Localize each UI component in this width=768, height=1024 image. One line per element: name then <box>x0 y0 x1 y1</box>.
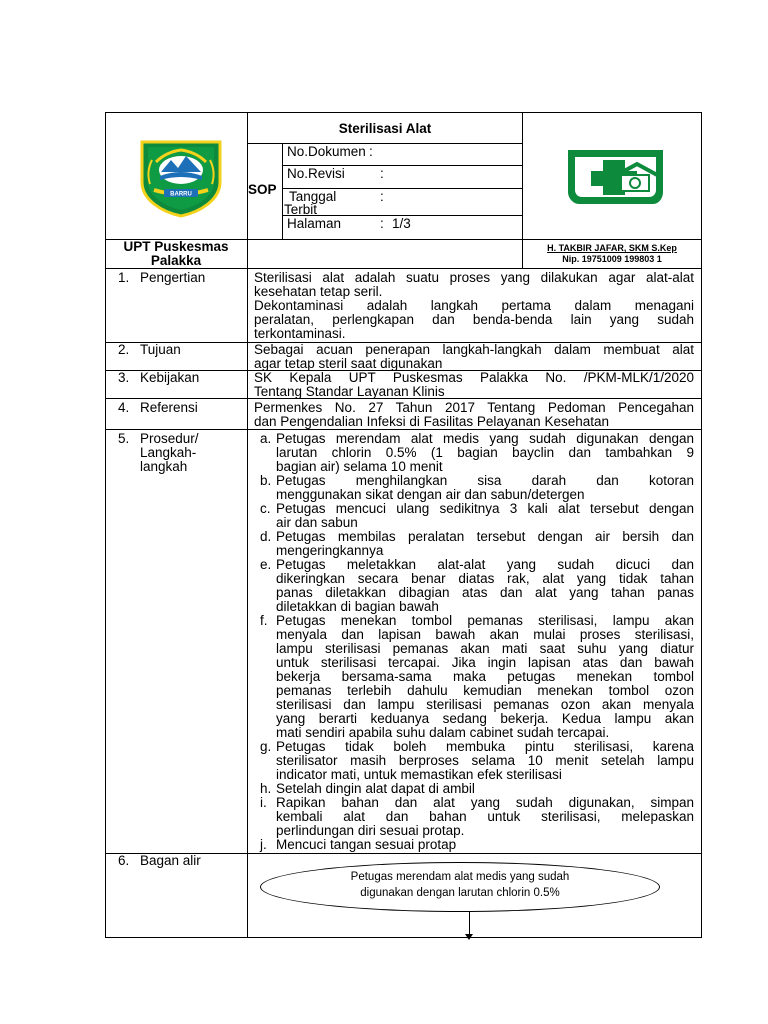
item-marker: f. <box>260 613 268 628</box>
text-line: kesehatan tetap seril. <box>254 284 383 299</box>
procedure-item-i <box>260 796 694 838</box>
text-line: Sterilisasi alat adalah suatu proses yang dilakukan agar alat-alat <box>254 270 694 285</box>
text-line: peralatan, perlengkapan dan benda-benda lain yang sudah <box>254 312 694 327</box>
section-pengertian-text <box>254 271 694 341</box>
text-line: mati sendiri apabila suhu dalam cabinet sudah tercapai. <box>276 725 610 740</box>
org-name <box>105 240 247 268</box>
flowchart-step-1-text <box>260 869 660 901</box>
text-line: diletakkan di bagian bawah <box>276 599 439 614</box>
item-marker: h. <box>260 781 272 796</box>
item-marker: e. <box>260 557 272 572</box>
section-label: Prosedur/ Langkah- langkah <box>140 431 199 474</box>
field-no-revisi-sep: : <box>380 166 384 181</box>
text-line: kembali alat dan bahan untuk sterilisasi, melepaskan <box>276 809 694 824</box>
item-marker: d. <box>260 529 272 544</box>
section-kebijakan-text <box>254 371 694 399</box>
section-label: Kebijakan <box>140 370 200 385</box>
field-tanggal-sep: : <box>380 189 384 204</box>
item-marker: j. <box>260 837 267 852</box>
flowchart-text-line: Petugas merendam alat medis yang sudah <box>350 871 570 883</box>
sop-label: SOP <box>248 182 277 197</box>
section-number: 1. <box>118 270 130 285</box>
text-line: sterilisasi dan lampu sterilisasi pemanas ozon akan menyala <box>276 697 694 712</box>
text-line: Sebagai acuan penerapan langkah-langkah dalam membuat alat <box>254 342 694 357</box>
text-line: Rapikan bahan dan alat yang sudah digunakan, simpan <box>276 795 694 810</box>
text-line: sterilisator masih berproses selama 10 menit setelah lampu <box>276 753 694 768</box>
field-no-dokumen-label: No.Dokumen <box>287 144 366 159</box>
text-line: menggunakan sikat dengan air dan sabun/detergen <box>276 487 585 502</box>
procedure-item-d <box>260 530 694 558</box>
border-right <box>701 112 702 938</box>
col-divider-1 <box>247 112 248 938</box>
field-no-revisi-label: No.Revisi <box>287 166 345 181</box>
section-number: 6. <box>118 853 130 868</box>
text-line: indicator mati, untuk memastikan efek sterilisasi <box>276 767 562 782</box>
procedure-item-j <box>260 838 694 852</box>
text-line: Petugas tidak boleh membuka pintu sterilisasi, karena <box>276 739 694 754</box>
field-halaman-value: 1/3 <box>392 216 411 231</box>
section-label: Referensi <box>140 400 198 415</box>
section-number: 4. <box>118 400 130 415</box>
procedure-item-h <box>260 782 694 796</box>
text-line: Permenkes No. 27 Tahun 2017 Tentang Pedoman Pencegahan <box>254 400 694 415</box>
border-bottom <box>105 937 702 938</box>
field-halaman-label: Halaman <box>287 216 342 231</box>
org-name-line2: Palakka <box>150 253 202 268</box>
text-line: yang berarti keduanya sedang bekerja. Kedua lampu akan <box>276 711 694 726</box>
field-halaman-sep: : <box>380 216 384 231</box>
text-line: bekerja bersama-sama maka petugas menekan tombol <box>276 669 694 684</box>
item-marker: g. <box>260 739 272 754</box>
text-line: perlindungan diri sesuai protap. <box>276 823 465 838</box>
section-label: Tujuan <box>140 342 181 357</box>
text-line: mengeringkannya <box>276 543 384 558</box>
text-line: Petugas membilas peralatan tersebut dengan air bersih dan <box>276 529 694 544</box>
text-line: Petugas menghilangkan sisa darah dan kotoran <box>276 473 694 488</box>
flowchart-text-line: digunakan dengan larutan chlorin 0.5% <box>360 887 560 899</box>
procedure-item-c <box>260 502 694 530</box>
text-line: air dan sabun <box>276 515 358 530</box>
text-line: Petugas merendam alat medis yang sudah digunakan dengan <box>276 431 694 446</box>
section-referensi-text <box>254 401 694 429</box>
procedure-list <box>260 432 694 852</box>
text-line: Petugas mencuci ulang sedikitnya 3 kali alat tersebut dengan <box>276 501 694 516</box>
text-line: larutan chlorin 0.5% (1 bagian bayclin dan tambahkan 9 <box>276 445 694 460</box>
sop-divider <box>282 143 283 239</box>
item-marker: a. <box>260 431 272 446</box>
org-name-line1: UPT Puskesmas <box>123 239 229 254</box>
text-line: panas diletakkan dibagian atas dan alat yang tahan panas <box>276 585 694 600</box>
document-title: Sterilisasi Alat <box>338 121 432 136</box>
arrow-down-icon <box>465 934 473 940</box>
section-number: 5. <box>118 431 130 446</box>
signer-nip: Nip. 19751009 199803 1 <box>562 254 662 264</box>
signer-name: H. TAKBIR JAFAR, SKM S.Kep <box>547 243 677 253</box>
border-left <box>105 112 106 938</box>
text-line: Petugas menekan tombol pemanas sterilisasi, lampu akan <box>276 613 694 628</box>
text-line: agar tetap steril saat digunakan <box>254 356 443 371</box>
puskesmas-logo <box>567 148 665 206</box>
text-line: dikeringkan secara benar diatas rak, alat yang tidak tahan <box>276 571 694 586</box>
text-line: Setelah dingin alat dapat di ambil <box>276 781 475 796</box>
text-line: pemanas terlebih dahulu kemudian menekan tombol ozon <box>276 683 694 698</box>
section-tujuan-text <box>254 343 694 371</box>
field-no-dokumen-sep: : <box>369 144 373 159</box>
text-line: Mencuci tangan sesuai protap <box>276 837 457 852</box>
regency-emblem-logo <box>136 138 226 218</box>
text-line: bagian air) selama 10 menit <box>276 459 443 474</box>
text-line: dan Pengendalian Infeksi di Fasilitas Pelayanan Kesehatan <box>254 414 609 429</box>
text-line: SK Kepala UPT Puskesmas Palakka No. /PKM-MLK/1/2020 <box>254 370 694 385</box>
item-marker: c. <box>260 501 271 516</box>
col-divider-2 <box>522 112 523 268</box>
border-top <box>105 112 702 113</box>
text-line: untuk sterilisasi tercapai. Jika ingin lapisan atas dan bawah <box>276 655 694 670</box>
row-divider-4 <box>105 429 702 430</box>
procedure-item-b <box>260 474 694 502</box>
text-line: menyala dan lapisan bawah akan mulai proses sterilisasi, <box>276 627 694 642</box>
section-label: Pengertian <box>140 270 206 285</box>
text-line: terkontaminasi. <box>254 326 346 341</box>
emblem-banner-text: BARRU <box>170 191 192 198</box>
item-marker: i. <box>260 795 267 810</box>
procedure-item-g <box>260 740 694 782</box>
field-terbit-label: Terbit <box>284 202 318 217</box>
row-divider-0 <box>105 268 702 269</box>
procedure-item-e <box>260 558 694 614</box>
section-label: Bagan alir <box>140 853 201 868</box>
text-line: Tentang Standar Layanan Klinis <box>254 384 445 399</box>
procedure-item-f <box>260 614 694 740</box>
item-marker: b. <box>260 473 272 488</box>
field-tanggal-label: Tanggal <box>289 189 337 204</box>
text-line: Dekontaminasi adalah langkah pertama dalam menagani <box>254 298 694 313</box>
text-line: Petugas meletakkan alat-alat yang sudah dicuci dan <box>276 557 694 572</box>
procedure-item-a <box>260 432 694 474</box>
section-number: 3. <box>118 370 130 385</box>
section-number: 2. <box>118 342 130 357</box>
text-line: lampu sterilisasi pemanas akan mati saat suhu yang diatur <box>276 641 694 656</box>
